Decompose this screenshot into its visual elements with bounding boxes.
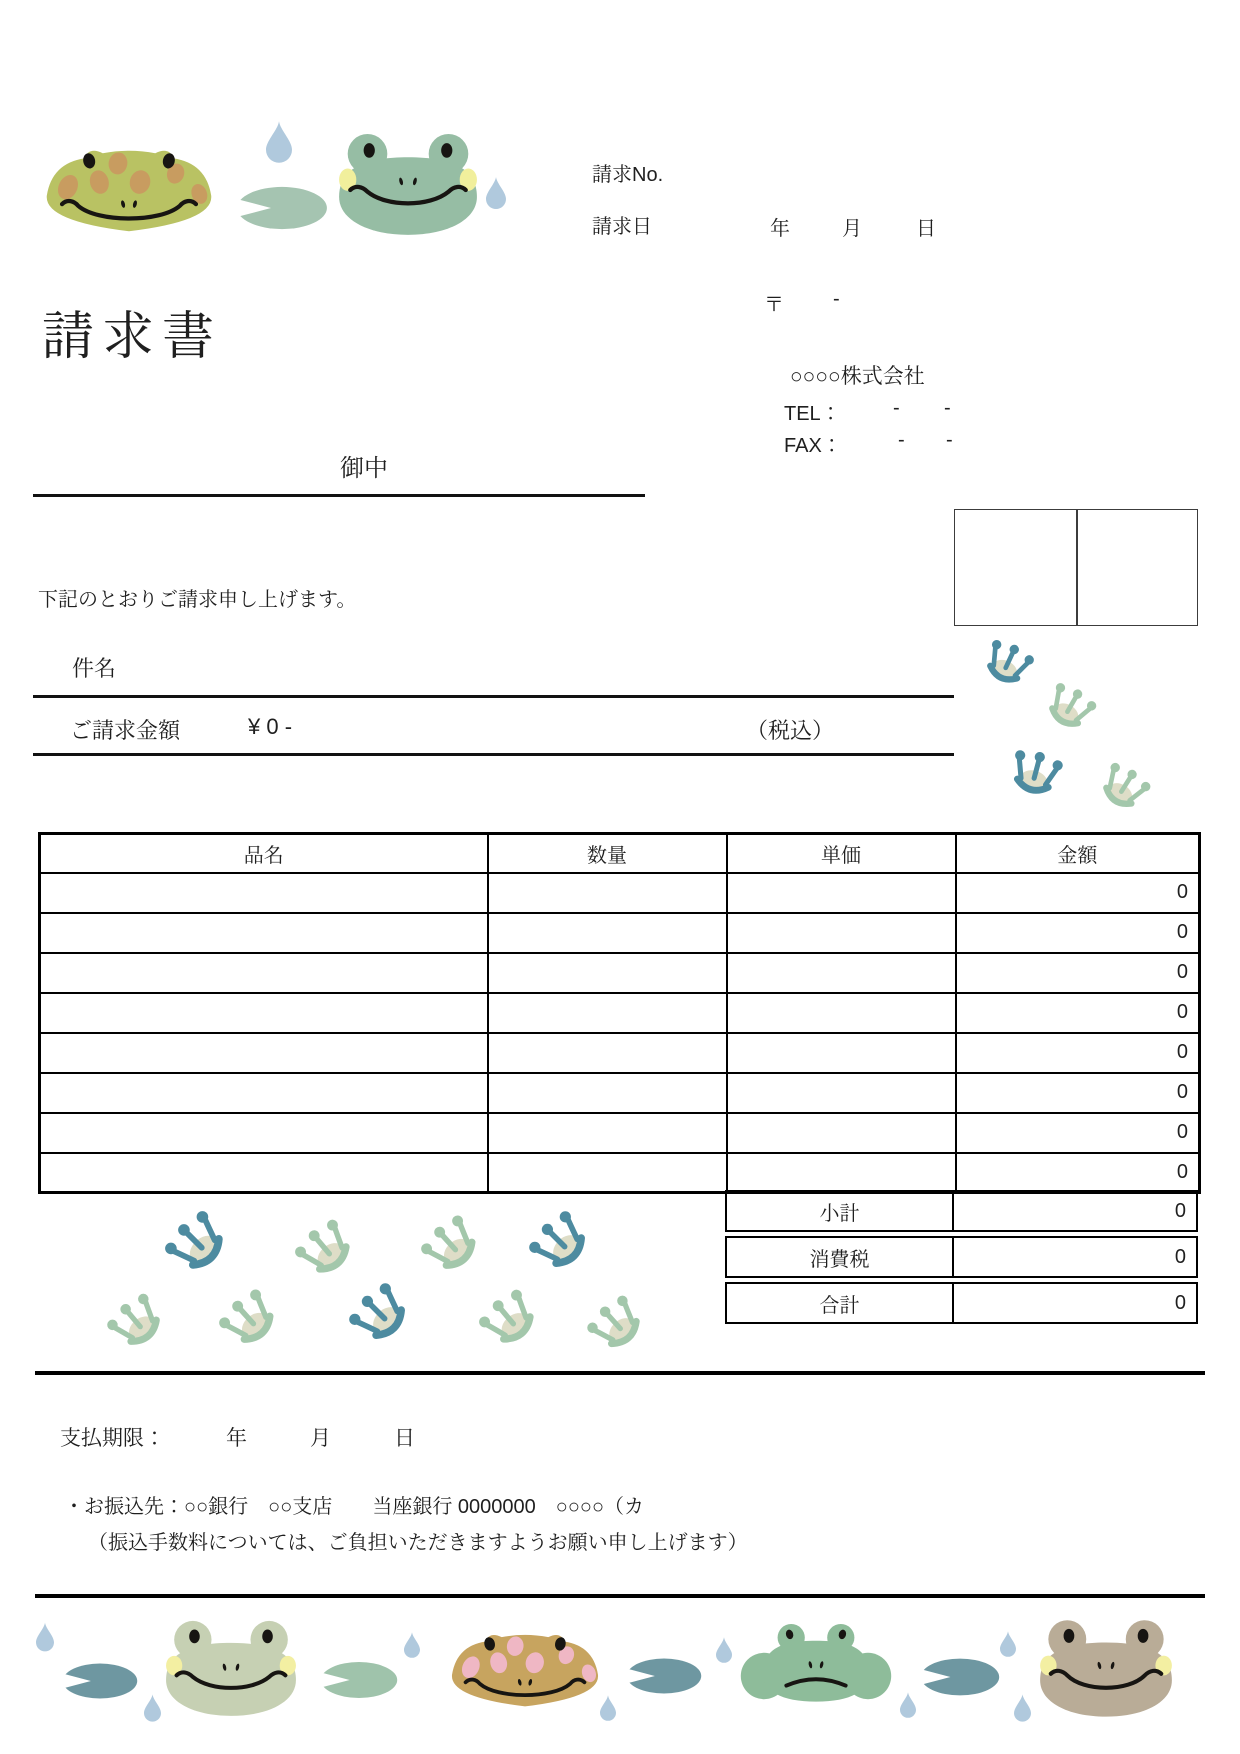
subject-underline [33,695,954,698]
frog-footprint-icon [974,632,1040,698]
frog-footprint-icon [412,1206,494,1288]
water-drop-icon [716,1630,732,1670]
frog-footprint-icon [1002,742,1068,808]
frog-footprint-icon [155,1201,243,1289]
unit-price-cell [727,953,956,993]
water-drop-icon [900,1684,916,1726]
frog-footprint-icon [1035,675,1103,743]
water-drop-icon [486,170,506,216]
invoice-no-label: 請求No. [592,164,664,186]
payment-deadline-label: 支払期限： [60,1427,165,1450]
items-table [38,832,1201,1194]
stamp-box [954,509,1198,626]
tel-label: TEL： [784,403,841,425]
invoice-date-label: 請求日 [592,216,652,238]
water-drop-icon [36,1616,54,1658]
qty-cell [488,1113,727,1153]
frog-spotted-icon [40,138,218,238]
postal-mark: 〒 [764,294,784,316]
unit-price-cell [727,993,956,1033]
water-drop-icon [600,1686,616,1730]
amount-value: ¥ 0 - [248,714,293,739]
amount-cell: 0 [956,953,1200,993]
table-row [40,1153,1200,1193]
table-row [40,993,1200,1033]
subtotal-value: 0 [1174,1199,1186,1222]
item-cell [40,1073,488,1113]
frog-footprint-icon [1089,755,1158,824]
qty-cell [488,1153,727,1193]
item-cell [40,1113,488,1153]
frog-footprint-icon [578,1286,657,1365]
date-day-label: 日 [916,218,936,240]
frog-pale-icon [162,1612,300,1724]
bank-transfer-info: ・お振込先：○○銀行 ○○支店 当座銀行 0000000 ○○○○（カ [64,1496,645,1518]
unit-price-cell [727,1033,956,1073]
frog-footprint-icon [210,1280,292,1362]
deadline-month-label: 月 [310,1427,331,1450]
qty-cell [488,913,727,953]
amount-cell: 0 [956,1153,1200,1193]
totals-block [725,1190,1198,1328]
qty-cell [488,993,727,1033]
water-drop-icon [266,116,292,168]
grand-total-label: 合計 [727,1284,954,1322]
amount-cell: 0 [956,913,1200,953]
table-row [40,1113,1200,1153]
deadline-day-label: 日 [394,1427,415,1450]
recipient-underline [33,494,645,497]
double-rule [35,1371,1205,1375]
water-drop-icon [404,1624,420,1666]
lily-pad-icon [62,1658,138,1704]
amount-cell: 0 [956,1073,1200,1113]
tax-row [725,1236,1198,1278]
item-cell [40,1033,488,1073]
frog-footprint-icon [470,1280,552,1362]
amount-cell: 0 [956,1033,1200,1073]
qty-cell [488,953,727,993]
table-row [40,1073,1200,1113]
item-cell [40,993,488,1033]
col-header-amount: 金額 [956,834,1200,873]
unit-price-cell [727,873,956,913]
amount-label: ご請求金額 [70,718,181,743]
qty-cell [488,873,727,913]
lily-pad-icon [320,1660,398,1700]
frog-gray-icon [1036,1612,1176,1724]
fax-dash: - [898,429,905,451]
col-header-unit-price: 単価 [727,834,956,873]
amount-underline [33,753,954,756]
tax-value: 0 [1174,1245,1186,1268]
table-row [40,953,1200,993]
lily-pad-icon [236,186,328,230]
frog-footprint-icon [99,1285,178,1364]
double-rule [35,1594,1205,1598]
unit-price-cell [727,1153,956,1193]
item-cell [40,1153,488,1193]
fax-dash: - [946,429,953,451]
subtotal-row [725,1190,1198,1232]
unit-price-cell [727,1073,956,1113]
tax-included-note: （税込） [746,718,835,743]
stamp-box-divider [1076,510,1078,625]
item-cell [40,873,488,913]
date-year-label: 年 [770,218,790,240]
grand-total-value: 0 [1174,1291,1186,1314]
amount-cell: 0 [956,1113,1200,1153]
fax-label: FAX： [784,435,842,457]
water-drop-icon [144,1686,161,1730]
amount-cell: 0 [956,873,1200,913]
subtotal-label: 小計 [727,1192,954,1230]
company-name: ○○○○株式会社 [790,365,925,388]
water-drop-icon [1014,1686,1031,1730]
frog-footprint-icon [340,1274,425,1359]
table-row [40,1033,1200,1073]
item-cell [40,953,488,993]
tax-label: 消費税 [727,1238,954,1276]
item-cell [40,913,488,953]
table-row [40,913,1200,953]
page-title: 請求書 [42,308,223,366]
unit-price-cell [727,913,956,953]
frog-footprint-icon [520,1202,605,1287]
unit-price-cell [727,1113,956,1153]
transfer-fee-note: （振込手数料については、ご負担いただきますようお願い申し上げます） [88,1532,748,1554]
deadline-year-label: 年 [226,1427,247,1450]
amount-cell: 0 [956,993,1200,1033]
table-row [40,873,1200,913]
tel-dash: - [944,397,951,419]
lily-pad-icon [920,1656,1000,1698]
grand-total-row [725,1282,1198,1324]
frog-green-icon [334,128,482,240]
recipient-suffix: 御中 [340,455,388,482]
date-month-label: 月 [842,218,862,240]
qty-cell [488,1033,727,1073]
subject-label: 件名 [72,656,117,681]
frog-tan-icon [446,1618,604,1718]
tel-dash: - [893,397,900,419]
col-header-item: 品名 [40,834,488,873]
frog-frown-icon [740,1620,892,1708]
qty-cell [488,1073,727,1113]
col-header-qty: 数量 [488,834,727,873]
postal-dash: - [833,288,840,310]
greeting-text: 下記のとおりご請求申し上げます。 [38,589,357,611]
frog-footprint-icon [286,1210,368,1292]
lily-pad-icon [626,1656,702,1696]
table-header-row [40,834,1200,873]
water-drop-icon [1000,1624,1016,1664]
